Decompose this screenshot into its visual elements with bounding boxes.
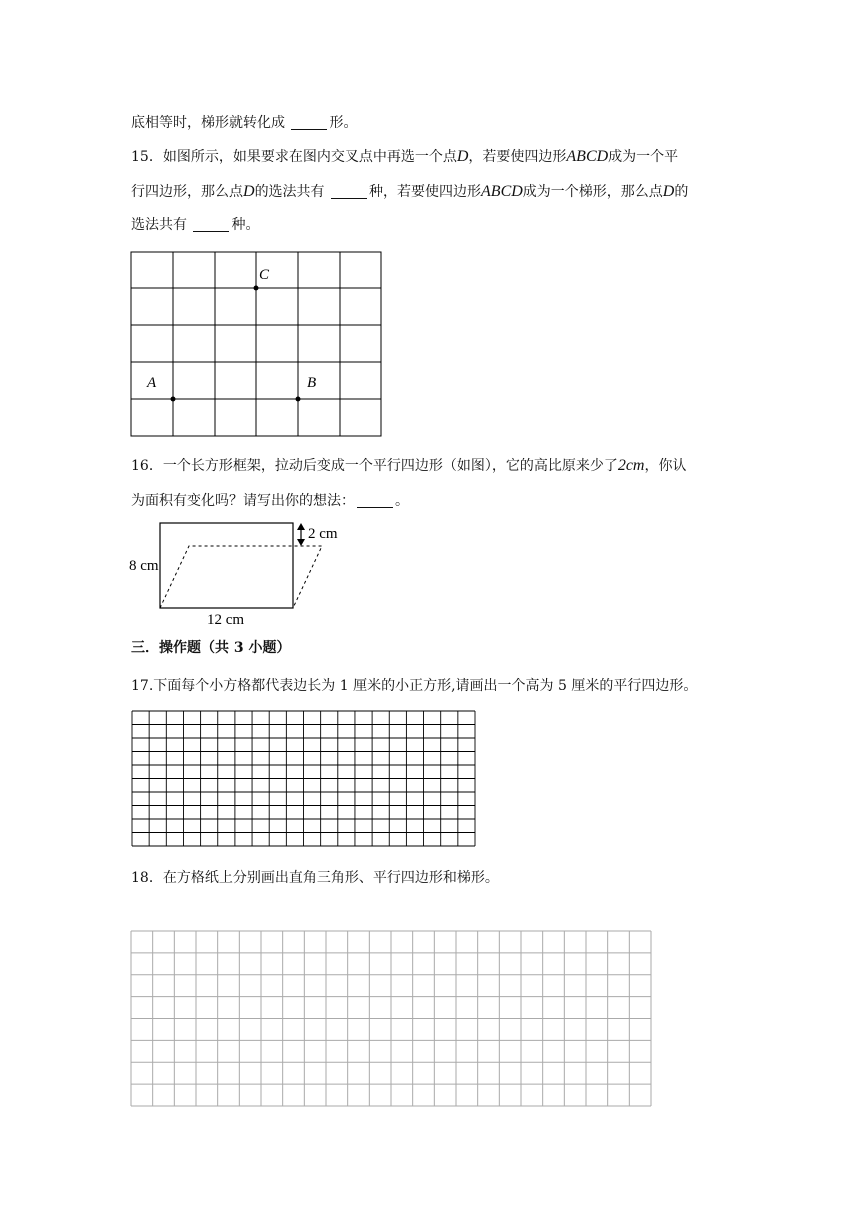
q16-line-1: 16．一个长方形框架，拉动后变成一个平行四边形（如图），它的高比原来少了2cm，你认 <box>131 457 687 474</box>
label-c: C <box>259 267 270 283</box>
label-12cm: 12 cm <box>207 612 245 628</box>
q17-grid <box>132 711 475 846</box>
q16-line-2: 为面积有变化吗？请写出你的想法： 。 <box>131 493 409 509</box>
parallelogram-dashed <box>160 546 322 608</box>
q15-line-3: 选法共有 种。 <box>131 217 260 233</box>
q17-text: 17.下面每个小方格都代表边长为 1 厘米的小正方形,请画出一个高为 5 厘米的平行四边形。 <box>131 678 698 694</box>
point-c <box>254 286 259 291</box>
label-a: A <box>147 375 157 391</box>
q15-line-2: 行四边形，那么点D的选法共有 种，若要使四边形ABCD成为一个梯形，那么点D的 <box>131 183 689 200</box>
section-3-title: 三．操作题（共 3 小题） <box>131 640 291 656</box>
point-a <box>171 397 176 402</box>
point-b <box>296 397 301 402</box>
q18-text: 18．在方格纸上分别画出直角三角形、平行四边形和梯形。 <box>131 870 499 886</box>
q14-tail-line: 底相等时，梯形就转化成 形。 <box>131 115 358 131</box>
rectangle-frame <box>160 523 293 608</box>
answer-blank[interactable] <box>331 184 367 199</box>
q18-grid <box>131 931 651 1106</box>
q16-figure <box>129 523 338 628</box>
answer-blank[interactable] <box>193 217 229 232</box>
answer-blank[interactable] <box>357 493 393 508</box>
label-2cm: 2 cm <box>308 526 338 542</box>
label-b: B <box>307 375 317 391</box>
answer-blank[interactable] <box>291 115 327 130</box>
label-8cm: 8 cm <box>129 558 159 574</box>
q15-line-1: 15．如图所示，如果要求在图内交叉点中再选一个点D，若要使四边形ABCD成为一个平 <box>131 148 679 165</box>
